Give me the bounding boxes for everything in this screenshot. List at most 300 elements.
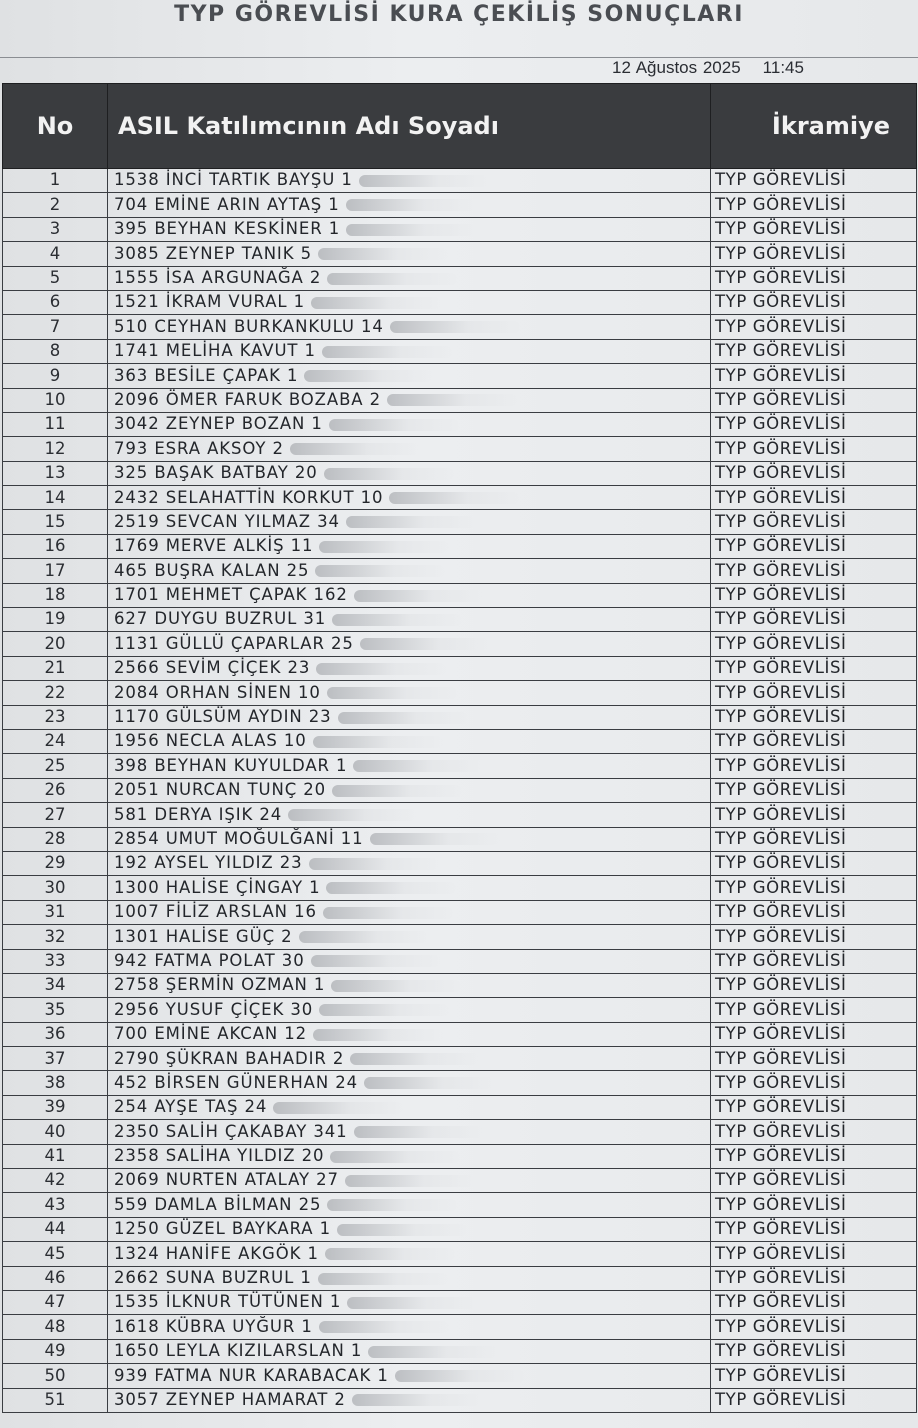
redacted-id-blur <box>331 980 461 992</box>
redacted-id-blur <box>319 541 449 553</box>
row-number: 18 <box>3 583 108 607</box>
participant-name: 510 CEYHAN BURKANKULU 14 <box>114 316 384 336</box>
participant-cell <box>108 973 711 997</box>
row-number: 10 <box>3 388 108 412</box>
table-row <box>3 266 917 290</box>
table-row <box>3 900 917 924</box>
row-number: 29 <box>3 851 108 875</box>
prize-cell: TYP GÖREVLİSİ <box>711 461 917 485</box>
table-row <box>3 364 917 388</box>
participant-cell <box>108 876 711 900</box>
redacted-id-blur <box>327 687 457 699</box>
row-number: 28 <box>3 827 108 851</box>
prize-cell: TYP GÖREVLİSİ <box>711 608 917 632</box>
participant-name: 942 FATMA POLAT 30 <box>114 950 305 970</box>
participant-name: 1618 KÜBRA UYĞUR 1 <box>114 1316 313 1336</box>
document-title: TYP GÖREVLİSİ KURA ÇEKİLİŞ SONUÇLARI <box>174 2 744 27</box>
row-number: 2 <box>3 193 108 217</box>
prize-cell: TYP GÖREVLİSİ <box>711 1315 917 1339</box>
table-row <box>3 925 917 949</box>
date-time-stamp <box>612 58 804 78</box>
redacted-id-blur <box>318 1273 448 1285</box>
participant-cell <box>108 339 711 363</box>
participant-cell <box>108 217 711 241</box>
table-row <box>3 1120 917 1144</box>
redacted-id-blur <box>389 492 519 504</box>
table-row <box>3 1339 917 1363</box>
participant-cell <box>108 900 711 924</box>
redacted-id-blur <box>311 955 441 967</box>
prize-cell: TYP GÖREVLİSİ <box>711 388 917 412</box>
redacted-id-blur <box>347 1297 477 1309</box>
row-number: 48 <box>3 1315 108 1339</box>
redacted-id-blur <box>313 1029 443 1041</box>
row-number: 5 <box>3 266 108 290</box>
participant-name: 1701 MEHMET ÇAPAK 162 <box>114 585 348 605</box>
table-row <box>3 754 917 778</box>
participant-cell <box>108 364 711 388</box>
row-number: 21 <box>3 656 108 680</box>
row-number: 12 <box>3 437 108 461</box>
row-number: 47 <box>3 1290 108 1314</box>
prize-cell: TYP GÖREVLİSİ <box>711 242 917 266</box>
table-row <box>3 290 917 314</box>
participant-cell <box>108 486 711 510</box>
redacted-id-blur <box>273 1102 403 1114</box>
participant-name: 2069 NURTEN ATALAY 27 <box>114 1170 339 1190</box>
participant-cell <box>108 412 711 436</box>
participant-cell <box>108 925 711 949</box>
redacted-id-blur <box>299 931 429 943</box>
participant-name: 452 BİRSEN GÜNERHAN 24 <box>114 1072 359 1092</box>
participant-cell <box>108 1339 711 1363</box>
participant-name: 2566 SEVİM ÇİÇEK 23 <box>114 658 311 678</box>
header-prize: İkramiye <box>711 84 917 169</box>
participant-name: 2519 SEVCAN YILMAZ 34 <box>114 511 340 531</box>
table-row <box>3 1071 917 1095</box>
table-row <box>3 486 917 510</box>
participant-cell <box>108 705 711 729</box>
prize-cell: TYP GÖREVLİSİ <box>711 705 917 729</box>
table-row <box>3 461 917 485</box>
participant-cell <box>108 290 711 314</box>
header-no: No <box>3 84 108 169</box>
row-number: 13 <box>3 461 108 485</box>
participant-cell <box>108 1071 711 1095</box>
prize-cell: TYP GÖREVLİSİ <box>711 729 917 753</box>
table-row <box>3 1022 917 1046</box>
redacted-id-blur <box>387 394 517 406</box>
participant-name: 192 AYSEL YILDIZ 23 <box>114 853 303 873</box>
participant-name: 1521 İKRAM VURAL 1 <box>114 292 306 312</box>
participant-cell <box>108 437 711 461</box>
participant-cell <box>108 266 711 290</box>
table-row <box>3 315 917 339</box>
participant-name: 700 EMİNE AKCAN 12 <box>114 1024 308 1044</box>
prize-cell: TYP GÖREVLİSİ <box>711 290 917 314</box>
row-number: 6 <box>3 290 108 314</box>
participant-name: 395 BEYHAN KESKİNER 1 <box>114 219 341 239</box>
redacted-id-blur <box>360 638 490 650</box>
row-number: 50 <box>3 1364 108 1388</box>
prize-cell: TYP GÖREVLİSİ <box>711 1339 917 1363</box>
redacted-id-blur <box>345 1175 475 1187</box>
redacted-id-blur <box>353 760 483 772</box>
participant-name: 1650 LEYLA KIZILARSLAN 1 <box>114 1341 363 1361</box>
redacted-id-blur <box>311 297 441 309</box>
table-row <box>3 1095 917 1119</box>
participant-cell <box>108 1364 711 1388</box>
prize-cell: TYP GÖREVLİSİ <box>711 1364 917 1388</box>
participant-cell <box>108 169 711 193</box>
redacted-id-blur <box>315 565 445 577</box>
table-row <box>3 803 917 827</box>
row-number: 20 <box>3 632 108 656</box>
table-row <box>3 217 917 241</box>
table-row <box>3 876 917 900</box>
redacted-id-blur <box>395 1370 525 1382</box>
row-number: 45 <box>3 1242 108 1266</box>
prize-cell: TYP GÖREVLİSİ <box>711 1290 917 1314</box>
participant-name: 465 BUŞRA KALAN 25 <box>114 560 310 580</box>
row-number: 1 <box>3 169 108 193</box>
table-row <box>3 169 917 193</box>
row-number: 16 <box>3 534 108 558</box>
participant-cell <box>108 1022 711 1046</box>
prize-cell: TYP GÖREVLİSİ <box>711 583 917 607</box>
participant-cell <box>108 1266 711 1290</box>
table-row <box>3 1315 917 1339</box>
prize-cell: TYP GÖREVLİSİ <box>711 217 917 241</box>
redacted-id-blur <box>309 858 439 870</box>
row-number: 17 <box>3 559 108 583</box>
prize-cell: TYP GÖREVLİSİ <box>711 1022 917 1046</box>
participant-cell <box>108 632 711 656</box>
row-number: 3 <box>3 217 108 241</box>
participant-cell <box>108 193 711 217</box>
participant-cell <box>108 851 711 875</box>
redacted-id-blur <box>304 370 434 382</box>
row-number: 31 <box>3 900 108 924</box>
participant-name: 2358 SALİHA YILDIZ 20 <box>114 1146 325 1166</box>
participant-cell <box>108 778 711 802</box>
participant-cell <box>108 1217 711 1241</box>
row-number: 19 <box>3 608 108 632</box>
redacted-id-blur <box>364 1077 494 1089</box>
table-row <box>3 827 917 851</box>
row-number: 41 <box>3 1144 108 1168</box>
participant-name: 2432 SELAHATTİN KORKUT 10 <box>114 487 384 507</box>
redacted-id-blur <box>316 663 446 675</box>
redacted-id-blur <box>318 248 448 260</box>
redacted-id-blur <box>337 1224 467 1236</box>
participant-name: 1956 NECLA ALAS 10 <box>114 731 307 751</box>
draw-time: 11:45 <box>762 58 804 77</box>
participant-name: 398 BEYHAN KUYULDAR 1 <box>114 755 348 775</box>
participant-name: 793 ESRA AKSOY 2 <box>114 438 284 458</box>
participant-cell <box>108 1315 711 1339</box>
redacted-id-blur <box>330 1151 460 1163</box>
redacted-id-blur <box>354 1126 484 1138</box>
redacted-id-blur <box>327 273 457 285</box>
prize-cell: TYP GÖREVLİSİ <box>711 193 917 217</box>
prize-cell: TYP GÖREVLİSİ <box>711 681 917 705</box>
participant-name: 254 AYŞE TAŞ 24 <box>114 1097 268 1117</box>
prize-cell: TYP GÖREVLİSİ <box>711 998 917 1022</box>
header-participant-name: ASIL Katılımcının Adı Soyadı <box>108 84 711 169</box>
redacted-id-blur <box>370 833 500 845</box>
prize-cell: TYP GÖREVLİSİ <box>711 778 917 802</box>
participant-cell <box>108 1095 711 1119</box>
redacted-id-blur <box>313 736 443 748</box>
row-number: 26 <box>3 778 108 802</box>
results-table <box>2 83 917 1413</box>
table-row <box>3 510 917 534</box>
table-row <box>3 1217 917 1241</box>
redacted-id-blur <box>326 882 456 894</box>
table-row <box>3 388 917 412</box>
participant-name: 2758 ŞERMİN OZMAN 1 <box>114 975 326 995</box>
row-number: 8 <box>3 339 108 363</box>
prize-cell: TYP GÖREVLİSİ <box>711 364 917 388</box>
table-row <box>3 778 917 802</box>
table-row <box>3 973 917 997</box>
row-number: 46 <box>3 1266 108 1290</box>
prize-cell: TYP GÖREVLİSİ <box>711 803 917 827</box>
participant-cell <box>108 242 711 266</box>
row-number: 7 <box>3 315 108 339</box>
participant-name: 1555 İSA ARGUNAĞA 2 <box>114 268 322 287</box>
row-number: 24 <box>3 729 108 753</box>
participant-name: 1007 FİLİZ ARSLAN 16 <box>114 902 317 922</box>
row-number: 38 <box>3 1071 108 1095</box>
prize-cell: TYP GÖREVLİSİ <box>711 315 917 339</box>
table-row <box>3 1169 917 1193</box>
table-row <box>3 949 917 973</box>
prize-cell: TYP GÖREVLİSİ <box>711 486 917 510</box>
participant-name: 1300 HALİSE ÇİNGAY 1 <box>114 877 321 897</box>
redacted-id-blur <box>346 224 476 236</box>
redacted-id-blur <box>332 614 462 626</box>
row-number: 36 <box>3 1022 108 1046</box>
table-row <box>3 656 917 680</box>
row-number: 32 <box>3 925 108 949</box>
participant-cell <box>108 461 711 485</box>
redacted-id-blur <box>352 1394 482 1406</box>
participant-name: 2662 SUNA BUZRUL 1 <box>114 1268 312 1288</box>
table-row <box>3 1193 917 1217</box>
table-row <box>3 339 917 363</box>
table-row <box>3 1047 917 1071</box>
participant-cell <box>108 656 711 680</box>
participant-cell <box>108 681 711 705</box>
participant-cell <box>108 754 711 778</box>
participant-name: 1170 GÜLSÜM AYDIN 23 <box>114 707 332 727</box>
row-number: 51 <box>3 1388 108 1412</box>
table-row <box>3 412 917 436</box>
participant-name: 559 DAMLA BİLMAN 25 <box>114 1194 322 1214</box>
prize-cell: TYP GÖREVLİSİ <box>711 656 917 680</box>
participant-cell <box>108 388 711 412</box>
participant-name: 1769 MERVE ALKİŞ 11 <box>114 536 314 556</box>
prize-cell: TYP GÖREVLİSİ <box>711 437 917 461</box>
participant-cell <box>108 1242 711 1266</box>
participant-name: 1131 GÜLLÜ ÇAPARLAR 25 <box>114 633 354 653</box>
prize-cell: TYP GÖREVLİSİ <box>711 1095 917 1119</box>
prize-cell: TYP GÖREVLİSİ <box>711 1193 917 1217</box>
table-row <box>3 1364 917 1388</box>
table-row <box>3 1388 917 1412</box>
participant-name: 2096 ÖMER FARUK BOZABA 2 <box>114 389 382 409</box>
redacted-id-blur <box>325 1248 455 1260</box>
redacted-id-blur <box>322 346 452 358</box>
participant-cell <box>108 1290 711 1314</box>
redacted-id-blur <box>350 1053 480 1065</box>
prize-cell: TYP GÖREVLİSİ <box>711 1047 917 1071</box>
row-number: 39 <box>3 1095 108 1119</box>
participant-cell <box>108 729 711 753</box>
table-row <box>3 608 917 632</box>
prize-cell: TYP GÖREVLİSİ <box>711 876 917 900</box>
participant-name: 2854 UMUT MOĞULĞANİ 11 <box>114 828 364 848</box>
participant-cell <box>108 1193 711 1217</box>
redacted-id-blur <box>327 1199 457 1211</box>
row-number: 37 <box>3 1047 108 1071</box>
participant-name: 3042 ZEYNEP BOZAN 1 <box>114 414 323 434</box>
table-row <box>3 998 917 1022</box>
participant-name: 3085 ZEYNEP TANIK 5 <box>114 243 312 263</box>
redacted-id-blur <box>338 712 468 724</box>
participant-cell <box>108 1144 711 1168</box>
participant-name: 3057 ZEYNEP HAMARAT 2 <box>114 1389 346 1409</box>
participant-cell <box>108 827 711 851</box>
redacted-id-blur <box>319 1321 449 1333</box>
row-number: 11 <box>3 412 108 436</box>
participant-name: 1535 İLKNUR TÜTÜNEN 1 <box>114 1292 342 1312</box>
participant-name: 581 DERYA IŞIK 24 <box>114 804 283 824</box>
table-row <box>3 632 917 656</box>
row-number: 43 <box>3 1193 108 1217</box>
prize-cell: TYP GÖREVLİSİ <box>711 754 917 778</box>
participant-name: 2956 YUSUF ÇİÇEK 30 <box>114 999 314 1019</box>
prize-cell: TYP GÖREVLİSİ <box>711 1388 917 1412</box>
participant-name: 2350 SALİH ÇAKABAY 341 <box>114 1121 348 1141</box>
prize-cell: TYP GÖREVLİSİ <box>711 1242 917 1266</box>
prize-cell: TYP GÖREVLİSİ <box>711 559 917 583</box>
table-row <box>3 1144 917 1168</box>
table-row <box>3 242 917 266</box>
prize-cell: TYP GÖREVLİSİ <box>711 339 917 363</box>
participant-cell <box>108 1169 711 1193</box>
table-row <box>3 583 917 607</box>
row-number: 35 <box>3 998 108 1022</box>
participant-name: 1538 İNCİ TARTIK BAYŞU 1 <box>114 170 353 190</box>
participant-name: 704 EMİNE ARIN AYTAŞ 1 <box>114 194 340 214</box>
participant-name: 627 DUYGU BUZRUL 31 <box>114 609 327 629</box>
row-number: 23 <box>3 705 108 729</box>
prize-cell: TYP GÖREVLİSİ <box>711 1266 917 1290</box>
prize-cell: TYP GÖREVLİSİ <box>711 412 917 436</box>
prize-cell: TYP GÖREVLİSİ <box>711 949 917 973</box>
table-row <box>3 1290 917 1314</box>
row-number: 9 <box>3 364 108 388</box>
prize-cell: TYP GÖREVLİSİ <box>711 534 917 558</box>
participant-cell <box>108 803 711 827</box>
row-number: 15 <box>3 510 108 534</box>
table-row <box>3 851 917 875</box>
participant-name: 363 BESİLE ÇAPAK 1 <box>114 365 299 385</box>
participant-cell <box>108 1388 711 1412</box>
redacted-id-blur <box>346 199 476 211</box>
redacted-id-blur <box>390 321 520 333</box>
table-row <box>3 681 917 705</box>
row-number: 33 <box>3 949 108 973</box>
redacted-id-blur <box>324 468 454 480</box>
participant-name: 2051 NURCAN TUNÇ 20 <box>114 780 327 800</box>
prize-cell: TYP GÖREVLİSİ <box>711 1217 917 1241</box>
prize-cell: TYP GÖREVLİSİ <box>711 266 917 290</box>
row-number: 22 <box>3 681 108 705</box>
participant-cell <box>108 315 711 339</box>
redacted-id-blur <box>290 443 420 455</box>
redacted-id-blur <box>359 175 489 187</box>
participant-cell <box>108 608 711 632</box>
prize-cell: TYP GÖREVLİSİ <box>711 632 917 656</box>
row-number: 44 <box>3 1217 108 1241</box>
table-row <box>3 534 917 558</box>
row-number: 30 <box>3 876 108 900</box>
redacted-id-blur <box>346 516 476 528</box>
table-row <box>3 559 917 583</box>
row-number: 4 <box>3 242 108 266</box>
table-header-row <box>3 84 917 169</box>
participant-cell <box>108 559 711 583</box>
row-number: 42 <box>3 1169 108 1193</box>
participant-name: 1741 MELİHA KAVUT 1 <box>114 341 316 361</box>
redacted-id-blur <box>329 419 459 431</box>
participant-name: 325 BAŞAK BATBAY 20 <box>114 463 318 483</box>
table-row <box>3 729 917 753</box>
prize-cell: TYP GÖREVLİSİ <box>711 1071 917 1095</box>
redacted-id-blur <box>332 785 462 797</box>
table-row <box>3 705 917 729</box>
participant-cell <box>108 583 711 607</box>
row-number: 40 <box>3 1120 108 1144</box>
prize-cell: TYP GÖREVLİSİ <box>711 851 917 875</box>
redacted-id-blur <box>368 1346 498 1358</box>
participant-name: 2084 ORHAN SİNEN 10 <box>114 682 321 702</box>
participant-name: 2790 ŞÜKRAN BAHADIR 2 <box>114 1048 345 1068</box>
row-number: 27 <box>3 803 108 827</box>
participant-cell <box>108 510 711 534</box>
participant-cell <box>108 998 711 1022</box>
row-number: 49 <box>3 1339 108 1363</box>
participant-name: 1250 GÜZEL BAYKARA 1 <box>114 1219 332 1239</box>
prize-cell: TYP GÖREVLİSİ <box>711 1120 917 1144</box>
prize-cell: TYP GÖREVLİSİ <box>711 169 917 193</box>
table-body <box>3 169 917 1413</box>
participant-name: 1324 HANİFE AKGÖK 1 <box>114 1243 319 1263</box>
draw-date: 12 Ağustos 2025 <box>612 58 741 77</box>
row-number: 14 <box>3 486 108 510</box>
prize-cell: TYP GÖREVLİSİ <box>711 900 917 924</box>
table-row <box>3 1242 917 1266</box>
participant-name: 939 FATMA NUR KARABACAK 1 <box>114 1365 389 1385</box>
participant-cell <box>108 534 711 558</box>
prize-cell: TYP GÖREVLİSİ <box>711 1144 917 1168</box>
prize-cell: TYP GÖREVLİSİ <box>711 1169 917 1193</box>
prize-cell: TYP GÖREVLİSİ <box>711 925 917 949</box>
